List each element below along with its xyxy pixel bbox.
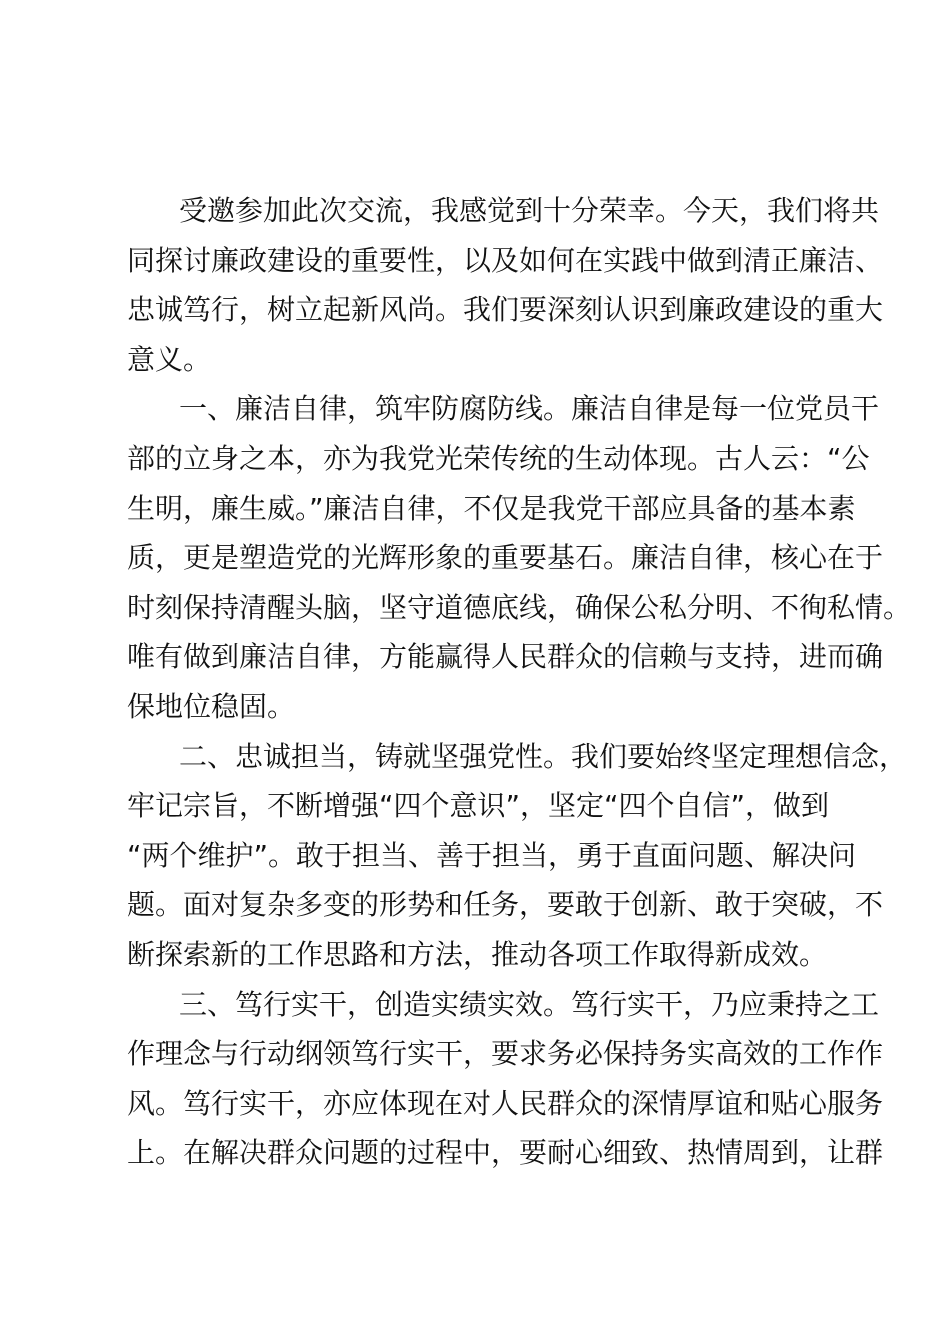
paragraph-line: 三、笃行实干，创造实绩实效。笃行实干，乃应秉持之工	[179, 987, 880, 1021]
paragraph-line: 部的立身之本，亦为我党光荣传统的生动体现。古人云：“公	[127, 441, 870, 475]
paragraph-line: 二、忠诚担当，铸就坚强党性。我们要始终坚定理想信念，	[179, 739, 908, 773]
paragraph-line: 上。在解决群众问题的过程中，要耐心细致、热情周到，让群	[127, 1136, 884, 1170]
paragraph-line: 牢记宗旨，不断增强“四个意识”，坚定“四个自信”，做到	[127, 789, 830, 823]
paragraph-line: 意义。	[127, 342, 212, 376]
paragraph-line: 断探索新的工作思路和方法，推动各项工作取得新成效。	[127, 937, 828, 971]
paragraph-line: 风。笃行实干，亦应体现在对人民群众的深情厚谊和贴心服务	[127, 1086, 884, 1120]
document-body	[127, 186, 912, 1178]
paragraph-line: 唯有做到廉洁自律，方能赢得人民群众的信赖与支持，进而确	[127, 640, 884, 674]
paragraph-line: 作理念与行动纲领笃行实干，要求务必保持务实高效的工作作	[127, 1037, 884, 1071]
paragraph-line: 保地位稳固。	[127, 689, 296, 723]
paragraph-line: 忠诚笃行，树立起新风尚。我们要深刻认识到廉政建设的重大	[127, 293, 884, 327]
paragraph-line: 时刻保持清醒头脑，坚守道德底线，确保公私分明、不徇私情。	[127, 590, 912, 624]
paragraph-line: 同探讨廉政建设的重要性，以及如何在实践中做到清正廉洁、	[127, 243, 884, 277]
paragraph-line: 一、廉洁自律，筑牢防腐防线。廉洁自律是每一位党员干	[179, 392, 880, 426]
paragraph-line: “两个维护”。敢于担当、善于担当，勇于直面问题、解决问	[127, 838, 857, 872]
paragraph-line: 生明，廉生威。”廉洁自律，不仅是我党干部应具备的基本素	[127, 491, 856, 525]
paragraph-line: 质，更是塑造党的光辉形象的重要基石。廉洁自律，核心在于	[127, 541, 884, 575]
paragraph-line: 受邀参加此次交流，我感觉到十分荣幸。今天，我们将共	[179, 194, 880, 227]
paragraph-line: 题。面对复杂多变的形势和任务，要敢于创新、敢于突破，不	[127, 888, 884, 922]
